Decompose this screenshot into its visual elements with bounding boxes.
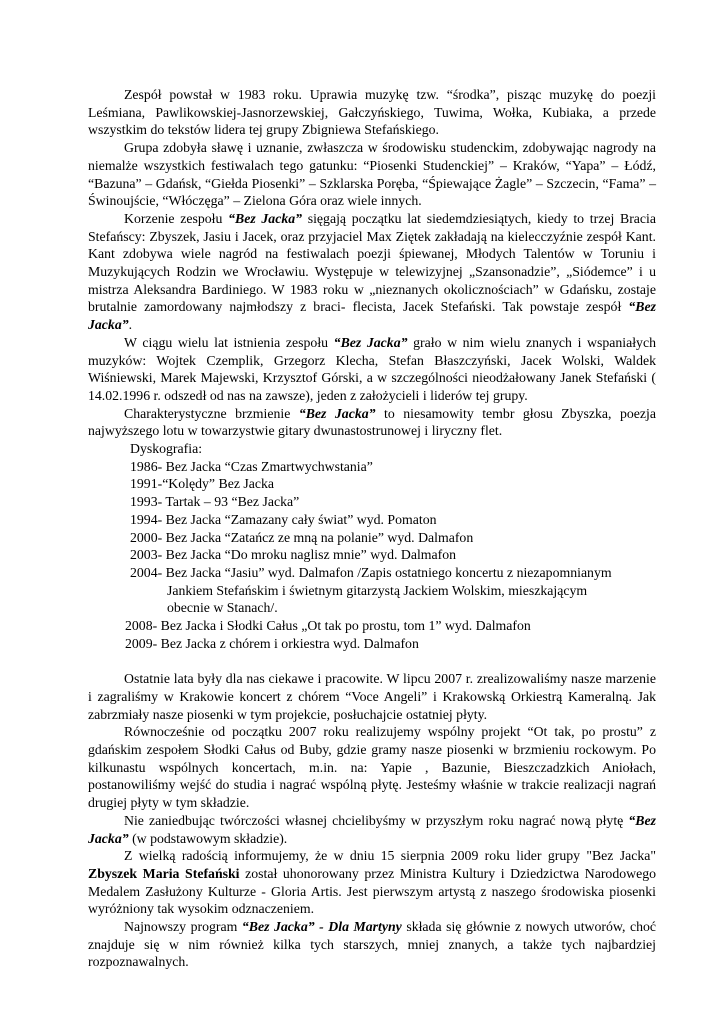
band-name: “Bez Jacka” [228, 210, 303, 226]
text-run: składa się głównie z nowych utworów, choć znajduje się w nim również kilka tych starszych, mniej znanych, a także tych najbardziej rozpoznawalnych. [88, 919, 656, 970]
band-name: “Bez Jacka” [333, 334, 408, 350]
text-run: (w podstawowym składzie). [128, 830, 288, 846]
text-run: Z wielką radością informujemy, że w dniu 15 sierpnia 2009 roku lider grupy "Bez Jacka" [124, 848, 656, 864]
text-run: to niesamowity tembr głosu Zbyszka, poezja najwyższego lotu w towarzystwie gitary dwunastostrunowej i liryczny flet. [88, 405, 656, 439]
list-item: 2003- Bez Jacka “Do mroku naglisz mnie” wyd. Dalmafon [130, 547, 457, 563]
paragraph-new-program [88, 918, 656, 971]
program-name: “Bez Jacka” - Dla Martyny [241, 919, 402, 935]
text-run: został uhonorowany przez Ministra Kultury i Dziedzictwa Narodowego Medalem Zasłużony Kulturze - Gloria Artis. Jest pierwszym artystą z naszego środowiska piosenki wyróżniony tak wysokim odznaczeniem. [88, 865, 656, 917]
list-item: 1986- Bez Jacka “Czas Zmartwychwstania” [130, 458, 373, 474]
spacer [88, 653, 656, 671]
band-name: “Bez Jacka” [88, 812, 656, 846]
text-run: Charakterystyczne brzmienie [124, 405, 299, 421]
text-run: grało w nim wielu znanych i wspaniałych muzyków: Wojtek Czemplik, Grzegorz Klecha, Stefan Błaszczyński, Jacek Wolski, Waldek Wiśniewski, Marek Majewski, Krzysztof Górski, a w szczególności nieodżałowany Janek Stefański ( 14.02.1996 r. odszedł od nas na zawsze), jeden z założycieli i liderów tej grupy. [88, 334, 656, 403]
list-item: 2000- Bez Jacka “Zatańcz ze mną na polanie” wyd. Dalmafon [130, 529, 474, 545]
paragraph-new-album [88, 812, 656, 847]
text-run: sięgają początku lat siedemdziesiątych, kiedy to trzej Bracia Stefańscy: Zbyszek, Jasiu i Jacek, oraz przyjaciel Max Ziętek zakładają na kielecczyźnie zespół Kant. Kant zdobywa wiele nagród na festiwalach poezji śpiewanej, Młodych Talentów w Toruniu i Muzykujących Rodzin we Wrocławiu. Występuje w telewizyjnej „Szansonadzie”, „Siódemce” i u mistrza Aleksandra Bardiniego. W 1983 roku w „nieznanych okolicznościach” w Gdańsku, zostaje brutalnie zamordowany najmłodszy z braci- flecista, Jacek Stefański. Tak powstaje zespół [88, 210, 656, 315]
paragraph-award-announcement [88, 847, 656, 918]
list-item: 2008- Bez Jacka i Słodki Całus „Ot tak po prostu, tom 1” wyd. Dalmafon [125, 618, 531, 634]
paragraph-musicians [88, 334, 656, 405]
paragraph-joint-project: Równocześnie od początku 2007 roku realizujemy wspólny projekt “Ot tak, po prostu” z gdańskim zespołem Słodki Całus od Buby, gdzie gramy nasze piosenki w brzmieniu rockowym. Po kilkunastu wspólnych koncertach, m.in. na: Yapie , Bazunie, Bieszczadzkich Aniołach, postanowiliśmy wejść do studia i nagrać wspólną płytę. Jesteśmy właśnie w trakcie realizacji nagrań drugiej płyty w tym składzie. [88, 724, 656, 811]
band-name: “Bez Jacka” [88, 299, 656, 333]
paragraph-history: Zespół powstał w 1983 roku. Uprawia muzykę tzw. “środka”, pisząc muzykę do poezji Leśmiana, Pawlikowskiej-Jasnorzewskiej, Gałczyńskiego, Tuwima, Wołka, Kubiaka, a przede wszystkim do tekstów lidera tej grupy Zbigniewa Stefańskiego. [88, 87, 656, 138]
leader-name: Zbyszek Maria Stefański [88, 865, 240, 881]
text-run: Nie zaniedbując twórczości własnej chcielibyśmy w przyszłym roku nagrać nową płytę [124, 812, 629, 828]
text-run: Korzenie zespołu [124, 210, 229, 226]
discography-heading: Dyskografia: [130, 441, 203, 457]
list-item-continuation: obecnie w Stanach/. [167, 600, 278, 616]
discography-list [88, 440, 656, 652]
list-item: 1994- Bez Jacka “Zamazany cały świat” wyd. Pomaton [130, 511, 437, 527]
paragraph-sound [88, 405, 656, 440]
text-run: W ciągu wielu lat istnienia zespołu [124, 334, 334, 350]
list-item: 2004- Bez Jacka “Jasiu” wyd. Dalmafon /Zapis ostatniego koncertu z niezapomnianym [130, 564, 612, 580]
paragraph-recent-years: Ostatnie lata były dla nas ciekawe i pracowite. W lipcu 2007 r. zrealizowaliśmy nasze marzenie i zagraliśmy w Krakowie koncert z chórem “Voce Angeli” i Krakowską Orkiestrą Kameralną. Jak zabrzmiały nasze piosenki w tym projekcie, posłuchajcie ostatniej płyty. [88, 671, 656, 722]
band-name: “Bez Jacka” [298, 405, 376, 421]
paragraph-roots [88, 210, 656, 334]
document-page [88, 86, 656, 971]
list-item: 2009- Bez Jacka z chórem i orkiestra wyd. Dalmafon [125, 635, 419, 651]
list-item: 1991-“Kolędy” Bez Jacka [130, 476, 275, 492]
paragraph-awards: Grupa zdobyła sławę i uznanie, zwłaszcza w środowisku studenckim, zdobywając nagrody na niemalże wszystkich festiwalach tego gatunku: “Piosenki Studenckiej” – Kraków, “Yapa” – Łódź, “Bazuna” – Gdańsk, “Giełda Piosenki” – Szklarska Poręba, “Śpiewające Żagle” – Szczecin, “Fama” – Świnoujście, “Włóczęga” – Zielona Góra oraz wiele innych. [88, 140, 656, 209]
text-run: . [128, 317, 133, 333]
list-item-continuation: Jankiem Stefańskim i świetnym gitarzystą Jackiem Wolskim, mieszkającym [167, 582, 588, 598]
text-run: Najnowszy program [124, 919, 242, 935]
list-item: 1993- Tartak – 93 “Bez Jacka” [130, 494, 300, 510]
